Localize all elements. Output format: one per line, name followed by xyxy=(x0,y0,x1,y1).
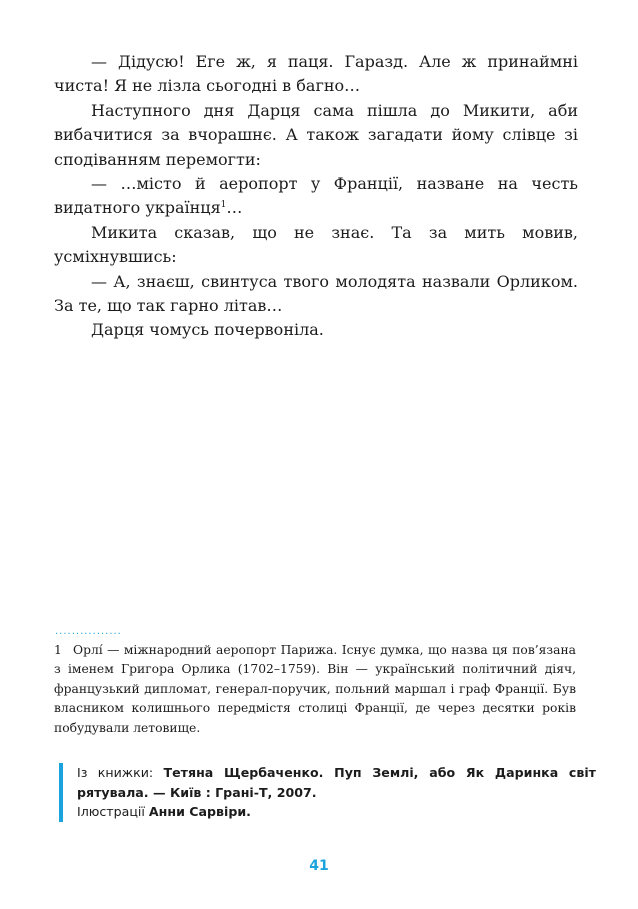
source-book-line xyxy=(77,763,596,802)
paragraph-1: — Дідусю! Еге ж, я паця. Гаразд. Але ж принаймні чиста! Я не лізла сьогодні в багно… xyxy=(54,52,578,96)
paragraph-2: Наступного дня Дарця сама пішла до Микити, аби вибачитися за вчорашнє. А також загадати йому слівце зі сподіванням перемогти: xyxy=(54,100,578,169)
paragraph-6: Дарця чомусь почервоніла. xyxy=(91,320,324,340)
paragraph-3-tail: … xyxy=(226,198,243,218)
footnote-number: 1 xyxy=(54,643,62,657)
footnote-paragraph xyxy=(54,641,576,738)
illustrator-prefix: Ілюстрації xyxy=(77,804,149,820)
story-text xyxy=(54,50,578,343)
footnote-text: Орлі́ — міжнародний аеропорт Парижа. Існує думка, що назва ця пов’язана з іменем Григора Орлика (1702–1759). Він — український політичний діяч, французький дипломат, генерал-поручик, польний маршал і граф Франції. Був власником колишнього передмістя столиці Франції, де через десятки років побудували летовище. xyxy=(54,643,576,735)
source-prefix: Із книжки: xyxy=(77,765,164,780)
paragraph-3 xyxy=(54,172,578,221)
page-number: 41 xyxy=(309,858,329,874)
footnote-reference: 1 xyxy=(220,200,227,211)
footnote xyxy=(54,641,576,738)
paragraph-3-text: — …місто й аеропорт у Франції, назване на честь видатного українця xyxy=(54,174,578,218)
source-book-title: Тетяна Щербаченко. Пуп Землі, або Як Даринка світ рятувала. — Київ : Грані-Т, 2007. xyxy=(77,765,596,800)
source-citation xyxy=(59,763,596,822)
illustrator-name: Анни Сарвіри. xyxy=(148,804,251,820)
paragraph-5: — А, знаєш, свинтуса твого молодята назвали Орликом. За те, що так гарно літав… xyxy=(54,271,578,316)
paragraph-4: Микита сказав, що не знає. Та за мить мовив, усміхнувшись: xyxy=(54,222,578,267)
source-illustrator-line xyxy=(77,802,596,822)
footnote-divider: ................ xyxy=(55,626,122,637)
